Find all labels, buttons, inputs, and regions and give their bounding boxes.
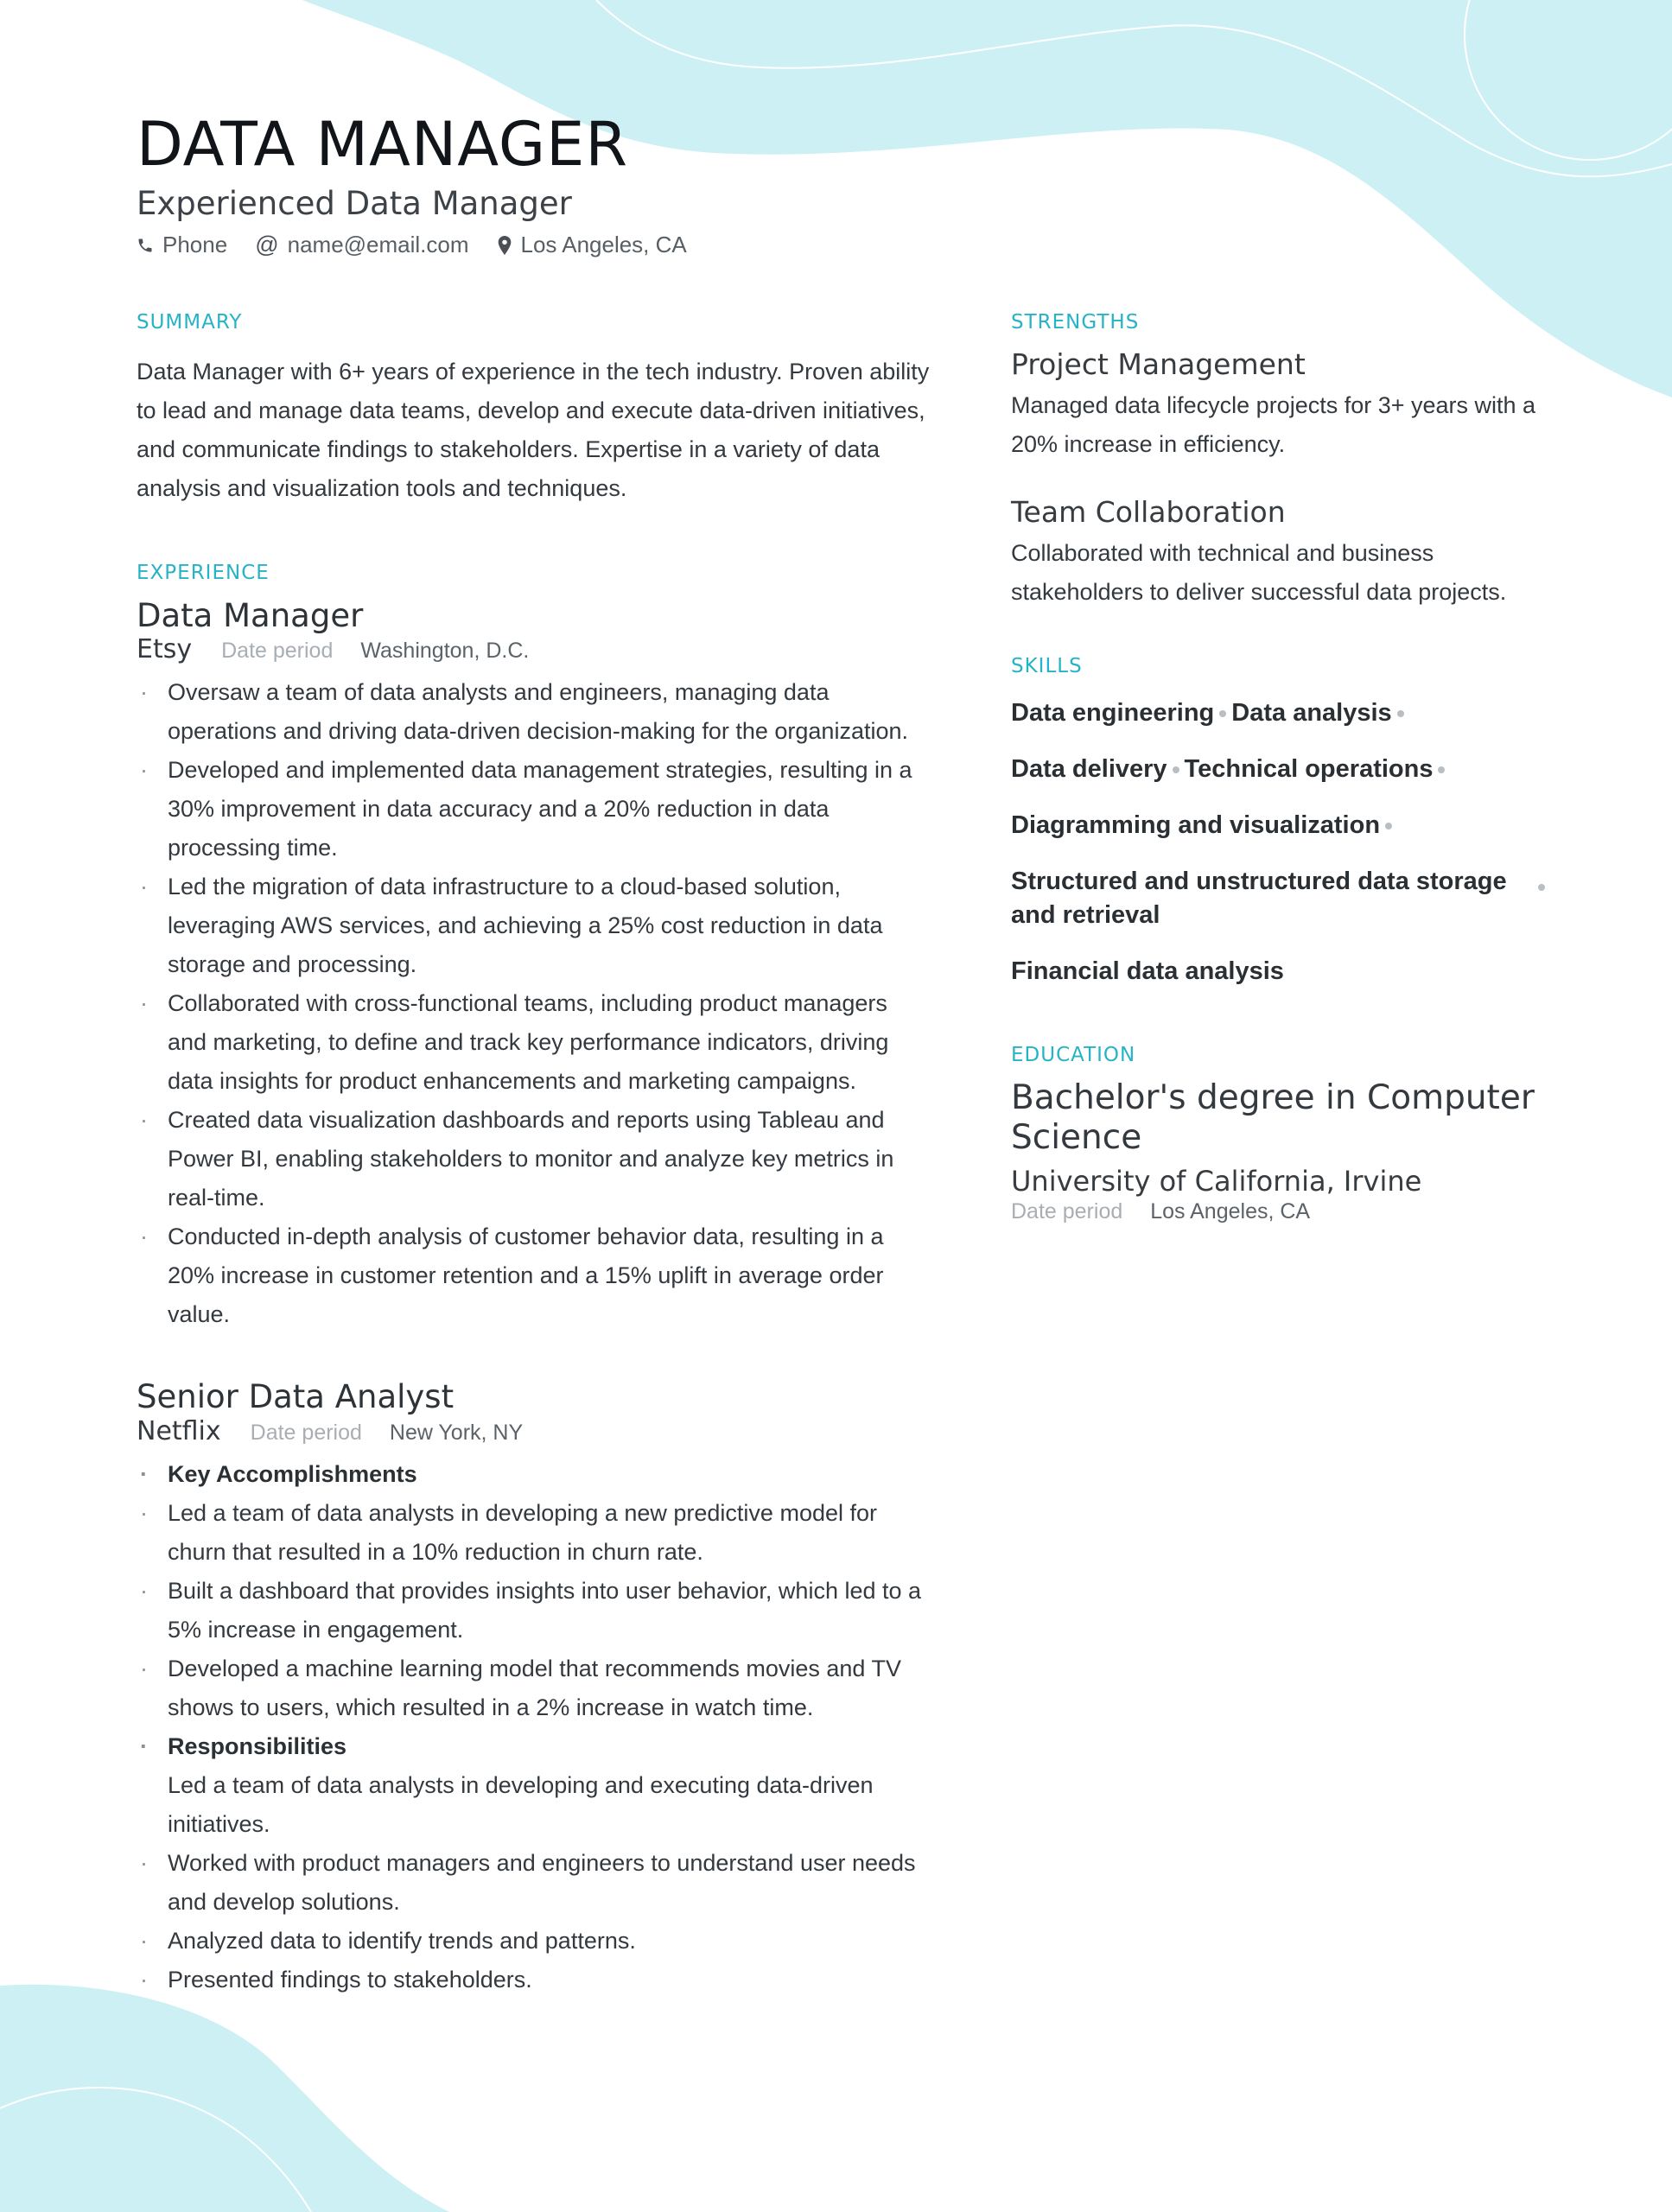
job-title: Senior Data Analyst <box>137 1378 455 1416</box>
job-bullet: · Led a team of data analysts in developing a new predictive model for churn that resulted in a 10% reduction in churn rate. <box>137 1494 931 1572</box>
job-period: Date period <box>221 639 334 664</box>
summary-heading: SUMMARY <box>137 311 243 334</box>
job-bullets <box>137 673 931 1334</box>
skill-separator <box>1397 710 1404 717</box>
job-period: Date period <box>250 1420 362 1445</box>
skill-separator <box>1438 766 1445 773</box>
degree-title: Bachelor's degree in Computer Science <box>1011 1078 1535 1157</box>
phone-text: Phone <box>162 232 228 257</box>
experience-heading: EXPERIENCE <box>137 562 270 584</box>
skill-row <box>1011 865 1529 932</box>
location-pin-icon <box>497 236 512 255</box>
strengths-section <box>1011 311 1564 612</box>
skill-tag: Financial data analysis <box>1011 957 1284 985</box>
job-title: Data Manager <box>137 597 364 634</box>
strength-title: Team Collaboration <box>1011 495 1286 529</box>
job-bullet: · Led the migration of data infrastructure to a cloud-based solution, leveraging AWS services, and achieving a 25% cost reduction in data storage and processing. <box>137 868 931 984</box>
right-column <box>1011 311 1564 1224</box>
job-location: New York, NY <box>389 1420 524 1445</box>
strength-title: Project Management <box>1011 347 1306 381</box>
experience-section <box>137 562 931 1999</box>
contact-email <box>255 232 468 258</box>
job-bullet-heading: · Key Accomplishments <box>137 1455 931 1494</box>
skill-separator <box>1385 823 1392 830</box>
job-bullet: Led a team of data analysts in developing and executing data-driven initiatives. <box>168 1771 874 1837</box>
skills-section <box>1011 655 1564 988</box>
summary-text: Data Manager with 6+ years of experience in the tech industry. Proven ability to lead and manage data teams, develop and execute data-driven initiatives, and communicate findings to stakeholders. Expertise in a variety of data analysis and visualization tools and techniques. <box>137 359 930 501</box>
strength-text: Managed data lifecycle projects for 3+ years with a 20% increase in efficiency. <box>1011 392 1536 457</box>
job-entry <box>137 596 931 1334</box>
skill-tag: Data analysis <box>1231 699 1392 727</box>
education-meta <box>1011 1199 1564 1224</box>
skill-tag: Structured and unstructured data storage and retrieval <box>1011 868 1507 929</box>
job-bullet: · Created data visualization dashboards and reports using Tableau and Power BI, enabling stakeholders to monitor and analyze key metrics in real-time. <box>137 1101 931 1217</box>
skill-row <box>1011 955 1564 988</box>
contact-bar <box>137 232 715 258</box>
skill-separator <box>1538 884 1545 891</box>
job-meta <box>137 634 931 664</box>
job-bullets <box>137 1455 931 1999</box>
skill-tag: Technical operations <box>1184 755 1434 783</box>
job-bullet: · Conducted in-depth analysis of customer behavior data, resulting in a 20% increase in customer retention and a 15% uplift in average order value. <box>137 1217 931 1334</box>
strengths-heading: STRENGTHS <box>1011 311 1140 334</box>
skill-row <box>1011 809 1564 842</box>
education-section <box>1011 1044 1564 1224</box>
skill-tag: Data engineering <box>1011 699 1215 727</box>
contact-phone <box>137 232 227 258</box>
job-company: Netflix <box>137 1415 221 1446</box>
education-heading: EDUCATION <box>1011 1044 1136 1066</box>
summary-section <box>137 311 931 508</box>
strength-text: Collaborated with technical and business stakeholders to deliver successful data projects. <box>1011 540 1507 605</box>
contact-location <box>497 232 687 258</box>
job-bullet: · Built a dashboard that provides insights into user behavior, which led to a 5% increase in engagement. <box>137 1572 931 1649</box>
skill-tag: Data delivery <box>1011 755 1167 783</box>
job-entry <box>137 1377 931 1999</box>
job-bullet: · Presented findings to stakeholders. <box>137 1961 931 1999</box>
resume-name: DATA MANAGER <box>137 109 628 180</box>
job-bullet: · Worked with product managers and engineers to understand user needs and develop solutions. <box>137 1844 931 1922</box>
job-bullet: · Developed and implemented data management strategies, resulting in a 30% improvement in data accuracy and a 20% reduction in data processing time. <box>137 751 931 868</box>
job-location: Washington, D.C. <box>360 639 530 664</box>
school-name: University of California, Irvine <box>1011 1165 1422 1198</box>
skills-heading: SKILLS <box>1011 655 1083 677</box>
email-text: name@email.com <box>287 232 469 257</box>
job-company: Etsy <box>137 634 193 665</box>
skill-tag: Diagramming and visualization <box>1011 811 1381 839</box>
education-period: Date period <box>1011 1199 1123 1224</box>
job-meta <box>137 1416 931 1446</box>
at-icon: @ <box>255 232 279 257</box>
skill-row <box>1011 753 1564 786</box>
phone-icon <box>137 237 154 254</box>
left-column <box>137 311 931 2043</box>
skill-row <box>1011 696 1564 730</box>
strength-item <box>1011 347 1564 464</box>
education-location: Los Angeles, CA <box>1150 1199 1311 1224</box>
skill-separator <box>1219 710 1226 717</box>
location-text: Los Angeles, CA <box>520 232 687 257</box>
skill-separator <box>1173 766 1179 773</box>
job-bullet: · Collaborated with cross-functional teams, including product managers and marketing, to define and track key performance indicators, driving data insights for product enhancements and marketing campaigns. <box>137 984 931 1101</box>
job-bullet: · Developed a machine learning model that recommends movies and TV shows to users, which resulted in a 2% increase in watch time. <box>137 1649 931 1727</box>
job-bullet: · Oversaw a team of data analysts and engineers, managing data operations and driving data-driven decision-making for the organization. <box>137 673 931 751</box>
strength-item <box>1011 495 1564 612</box>
job-bullet-heading: · Responsibilities <box>137 1727 931 1766</box>
resume-subtitle: Experienced Data Manager <box>137 185 572 222</box>
job-bullet: · Analyzed data to identify trends and patterns. <box>137 1922 931 1961</box>
